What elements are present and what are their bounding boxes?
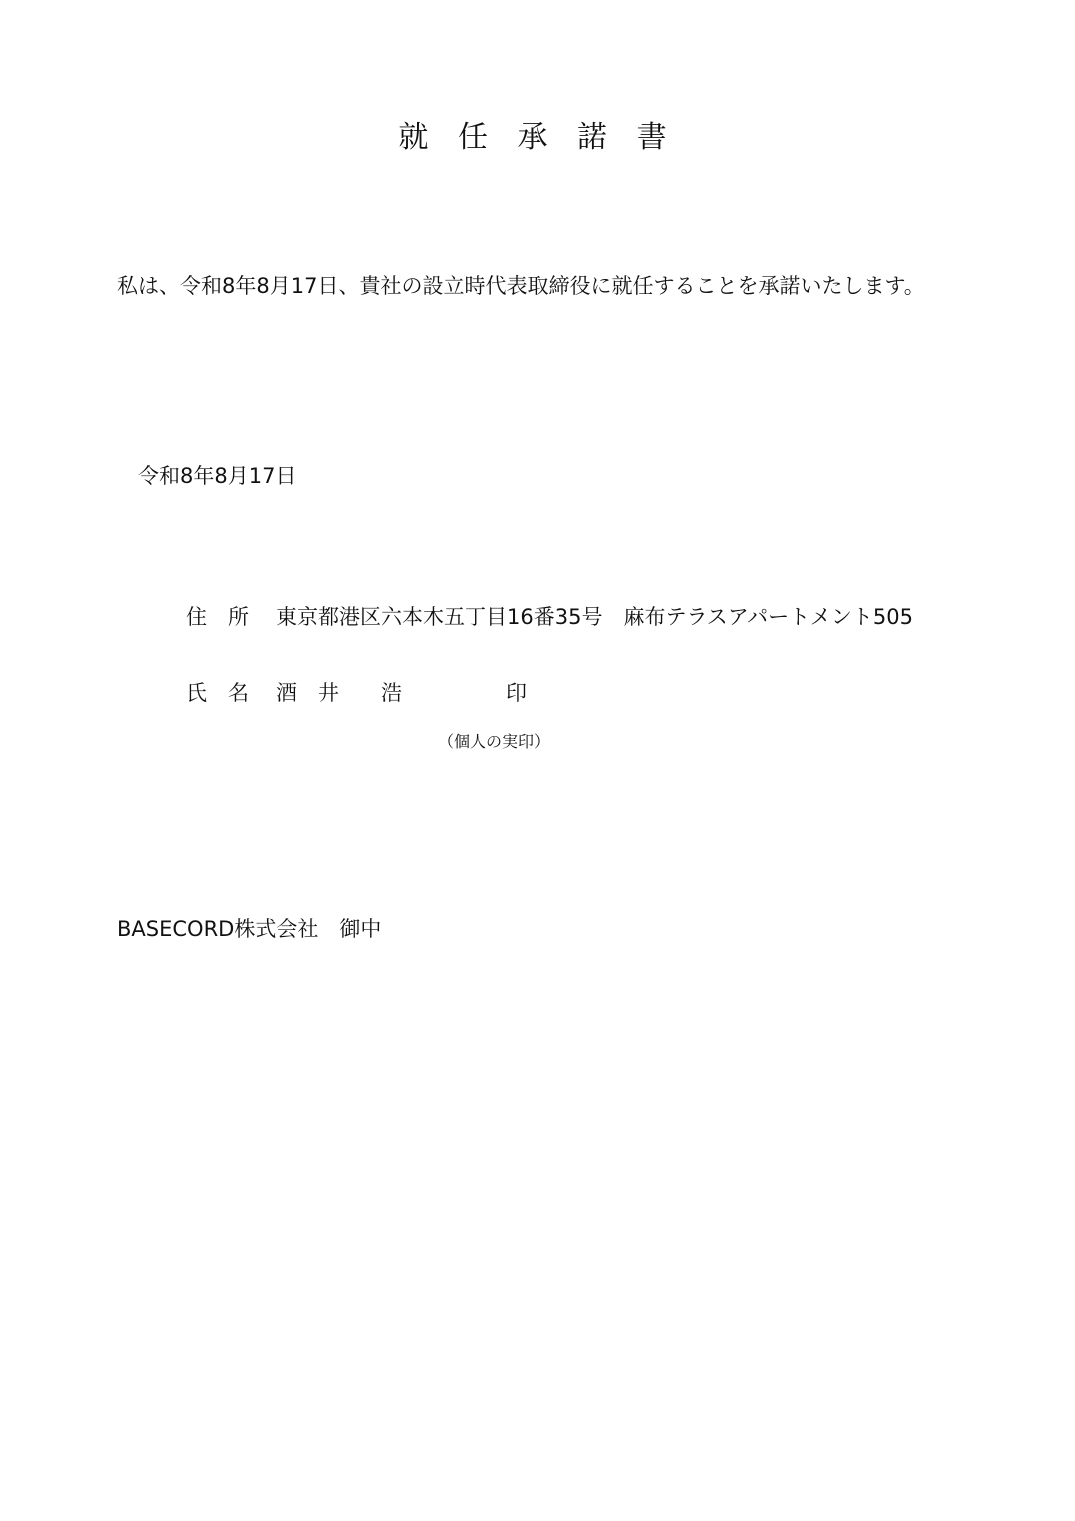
address-label: 住 所: [186, 605, 249, 629]
seal-note: （個人の実印）: [438, 732, 551, 751]
acceptance-statement: 私は、令和8年8月17日、貴社の設立時代表取締役に就任することを承諾いたします。: [117, 274, 925, 298]
name-row: [186, 677, 527, 709]
document-title: 就 任 承 諾 書: [398, 120, 677, 155]
name-value: 酒 井 浩: [276, 681, 402, 705]
address-value: 東京都港区六本木五丁目16番35号 麻布テラスアパートメント505: [276, 605, 914, 629]
addressee: BASECORD株式会社 御中: [117, 917, 382, 941]
name-label: 氏 名: [186, 681, 249, 705]
seal-mark: 印: [506, 681, 527, 705]
document-date: 令和8年8月17日: [138, 464, 297, 488]
address-row: [186, 601, 913, 633]
